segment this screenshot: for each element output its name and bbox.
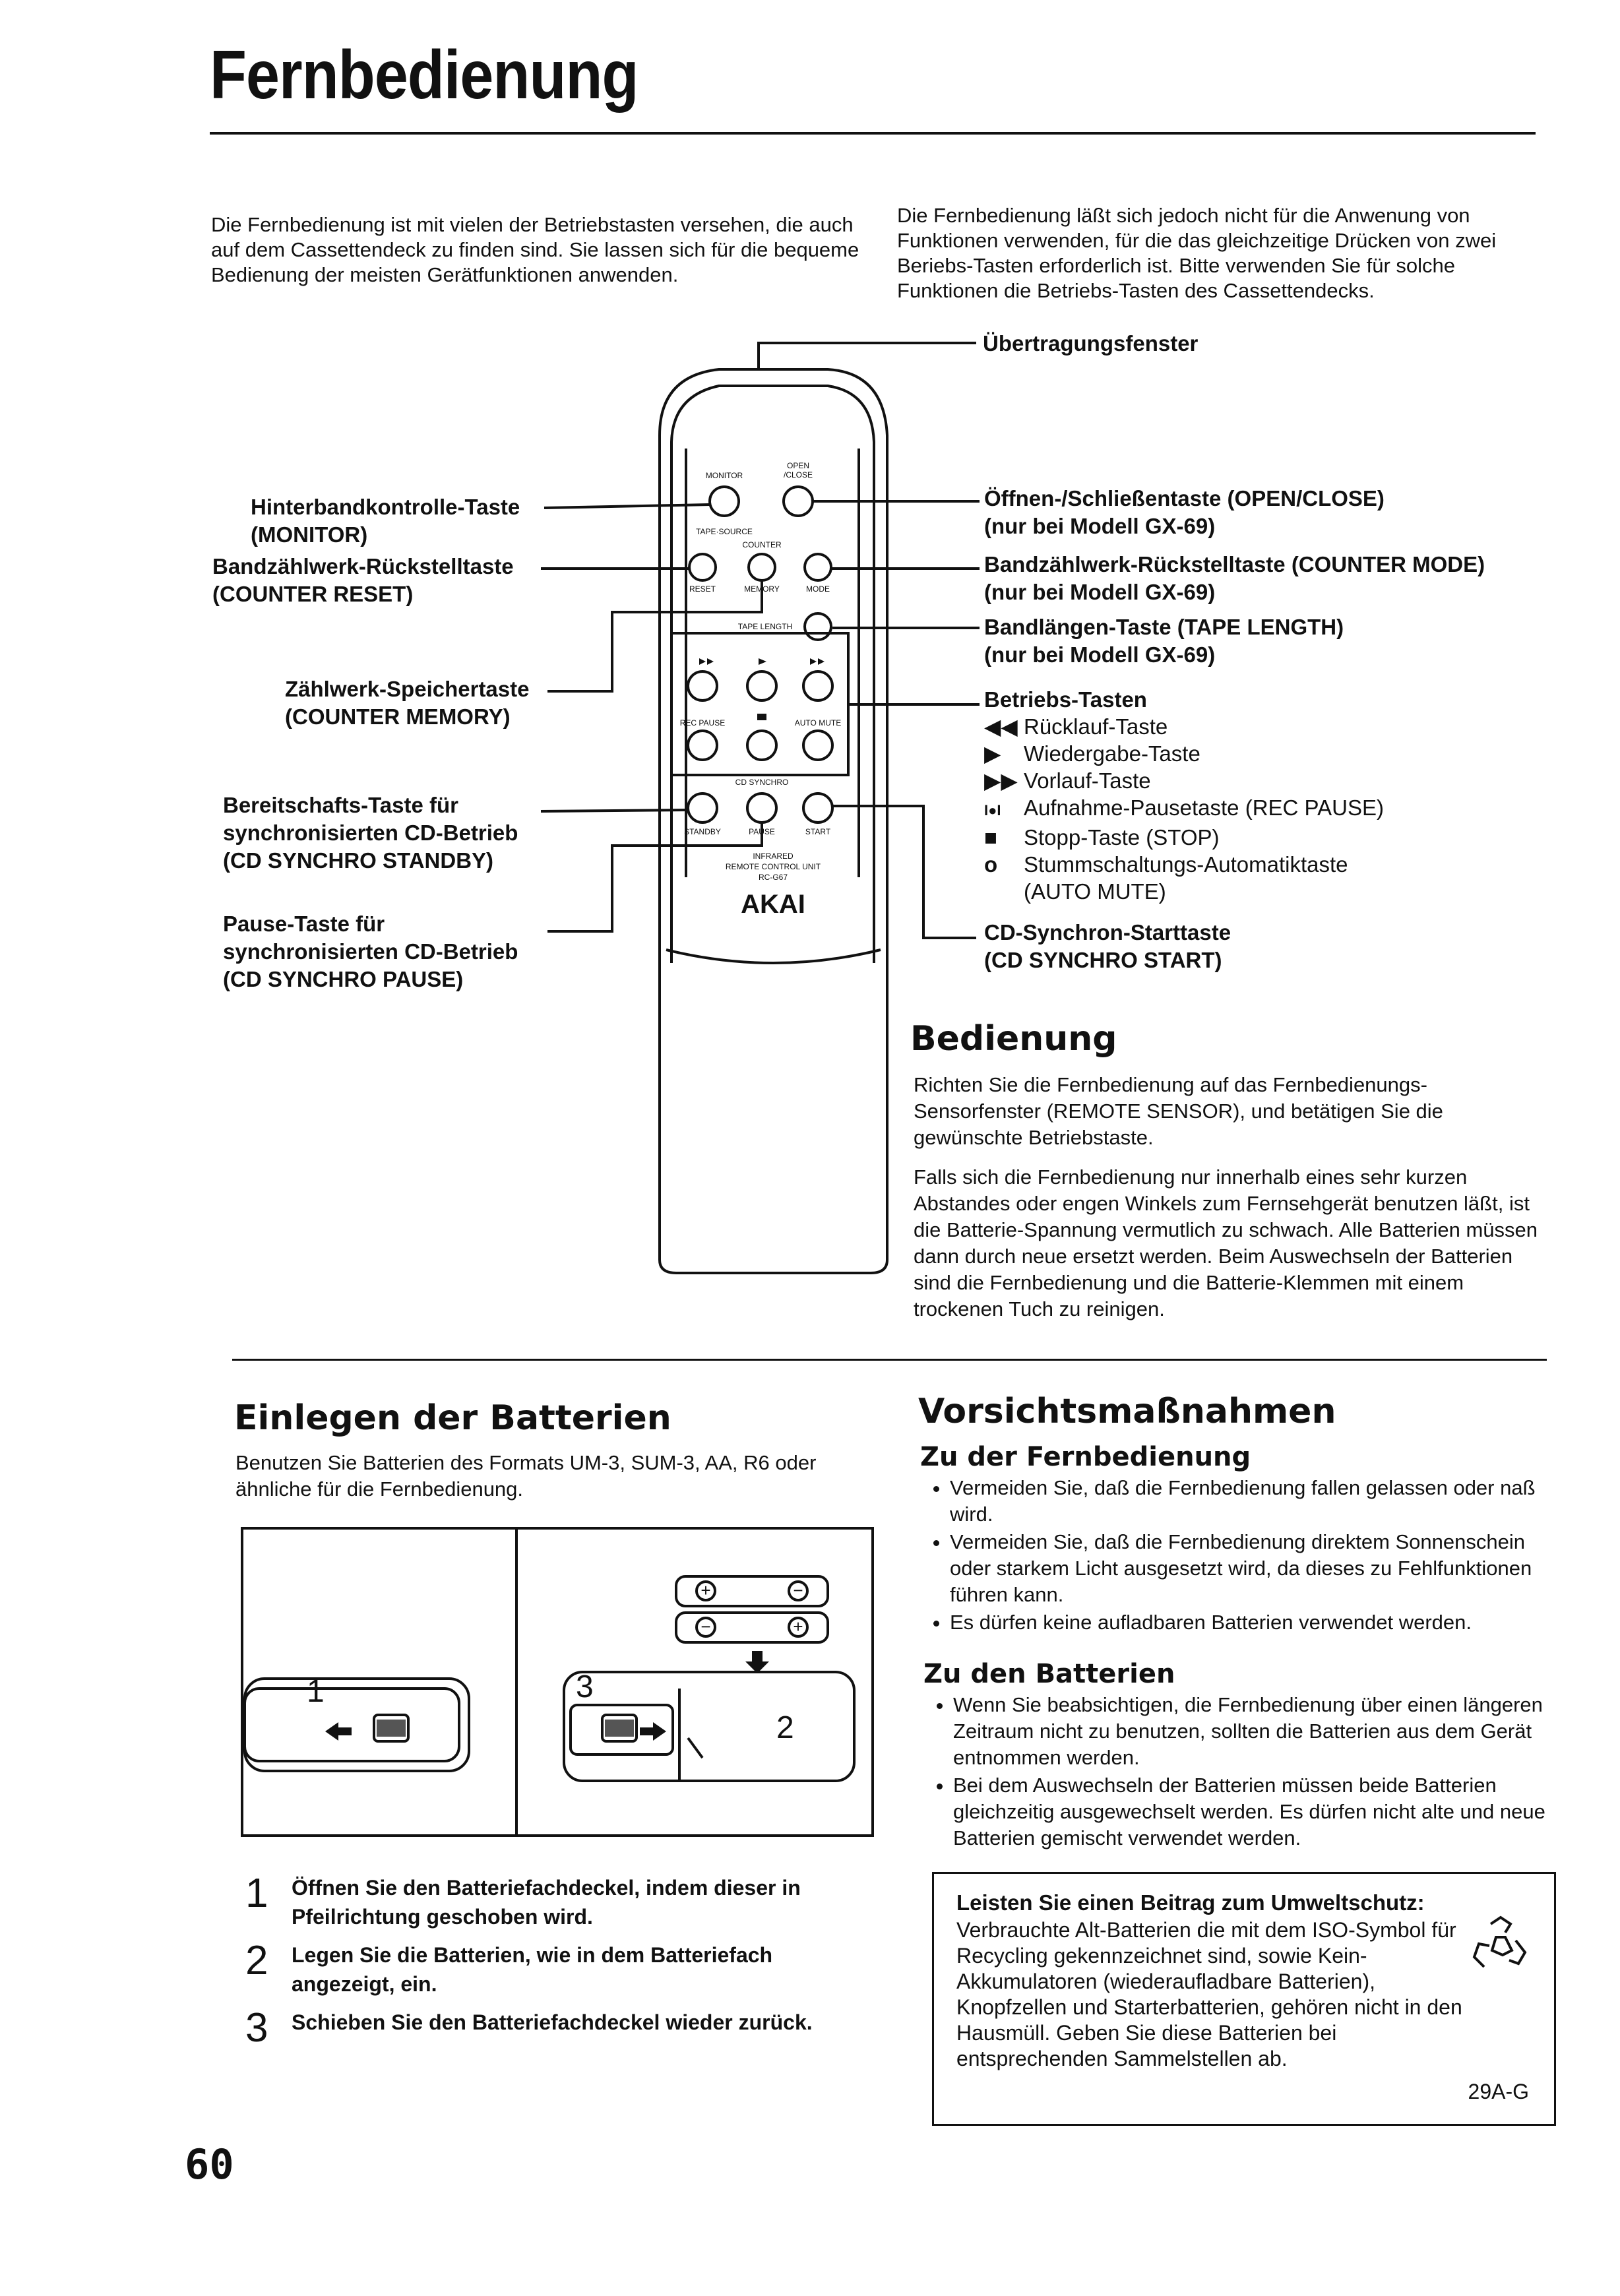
face-remote-control-unit: REMOTE CONTROL UNIT (725, 862, 821, 871)
figure-label-3: 3 (576, 1669, 594, 1704)
operation-key-rewind: ◀◀ Rücklauf-Taste (984, 714, 1168, 739)
cd-pause-button (747, 793, 776, 822)
auto-mute-button (803, 731, 832, 760)
intro-right: Die Fernbedienung läßt sich jedoch nicht für die Anwenung von Funktionen verwenden, für die das gleichzeitige Drücken von zwei Beriebs-Tasten erforderlich ist. Bitte verwenden Sie für solche Funktionen die Betriebs-Tasten des Cassettendecks. (897, 204, 1497, 302)
operation-key-stop: ■ Stopp-Taste (STOP) (984, 825, 1220, 850)
svg-text:−: − (701, 1617, 711, 1636)
operation-key-list (984, 713, 1384, 905)
label-cd-start: CD-Synchron-Starttaste (CD SYNCHRO START) (984, 920, 1231, 972)
open-close-button (784, 487, 813, 516)
umwelt-code: 29A-G (1468, 2080, 1529, 2103)
bedienung-p1: Richten Sie die Fernbedienung auf das Fernbedienungs-Sensorfenster (REMOTE SENSOR), und betätigen Sie die gewünschte Betriebstaste. (914, 1073, 1443, 1149)
svg-text:−: − (793, 1580, 803, 1600)
batterien-intro: Benutzen Sie Batterien des Formats UM-3, SUM-3, AA, R6 oder ähnliche für die Fernbedienung. (235, 1451, 817, 1501)
bedienung-heading: Bedienung (910, 1019, 1117, 1059)
face-mode: MODE (806, 584, 830, 594)
vorsicht-list2 (927, 1692, 1553, 1853)
label-open-close: Öffnen-/Schließentaste (OPEN/CLOSE) (nur bei Modell GX-69) (984, 486, 1385, 538)
svg-text:+: + (793, 1617, 803, 1636)
vorsicht-item: • Vermeiden Sie, daß die Fernbedienung direktem Sonnenschein oder starkem Licht ausgesetzt wird, da dieses zu Fehlfunktionen führen kann. (950, 1529, 1550, 1608)
rewind-icon: ◀◀ (984, 714, 1018, 739)
figure-label-1: 1 (307, 1674, 325, 1709)
step-list (245, 1873, 879, 2049)
play-button (747, 671, 776, 700)
bedienung-p2: Falls sich die Fernbedienung nur innerhalb eines sehr kurzen Abstandes oder engen Winkels zum Fernsehgerät benutzen läßt, ist die Batterie-Spannung vermutlich zu schwach. Alle Batterien müssen dann durch neue ersetzt werden. Beim Auswechseln der Batterien sind die Fernbedienung und die Batterie-Klemmen mit einem trockenen Tuch zu reinigen. (914, 1165, 1538, 1320)
face-standby: STANDBY (684, 827, 721, 836)
label-cd-standby: Bereitschafts-Taste für synchronisierten CD-Betrieb (CD SYNCHRO STANDBY) (223, 793, 518, 873)
label-monitor: Hinterbandkontrolle-Taste (MONITOR) (251, 495, 520, 547)
face-model: RC-G67 (758, 873, 788, 882)
face-rec-pause: REC PAUSE (679, 718, 726, 728)
figure-label-2: 2 (776, 1710, 794, 1745)
label-tape-length: Bandlängen-Taste (TAPE LENGTH) (nur bei Modell GX-69) (984, 615, 1344, 667)
cd-standby-button (688, 793, 717, 822)
face-tape-source: TAPE·SOURCE (696, 527, 753, 536)
counter-mode-button (805, 554, 831, 580)
face-memory: MEMORY (744, 584, 780, 594)
face-pause: PAUSE (749, 827, 775, 836)
stop-button (747, 731, 776, 760)
operation-key-forward: ▶▶ Vorlauf-Taste (984, 768, 1151, 793)
label-cd-pause: Pause-Taste für synchronisierten CD-Betrieb (CD SYNCHRO PAUSE) (223, 912, 518, 991)
battery-figure (241, 1527, 874, 1837)
step-2: 2 Legen Sie die Batterien, wie in dem Batteriefach angezeigt, ein. (245, 1938, 773, 1996)
page-number: 60 (185, 2140, 234, 2188)
face-rewind-icon (699, 658, 714, 665)
face-open: OPEN (786, 461, 810, 470)
face-close: /CLOSE (783, 470, 813, 480)
forward-button (803, 671, 832, 700)
arrow-right-icon (640, 1722, 666, 1741)
batterien-heading: Einlegen der Batterien (234, 1398, 671, 1438)
step-3: 3 Schieben Sie den Batteriefachdeckel wieder zurück. (245, 2005, 813, 2051)
face-forward-icon (810, 658, 825, 665)
vorsicht-list1 (923, 1475, 1550, 1637)
operation-key-play: ▶ Wiedergabe-Taste (984, 741, 1200, 766)
tape-length-button (805, 613, 831, 640)
cd-start-button (803, 793, 832, 822)
label-counter-mode: Bandzählwerk-Rückstelltaste (COUNTER MODE) (nur bei Modell GX-69) (984, 552, 1485, 604)
step-1: 1 Öffnen Sie den Batteriefachdeckel, indem dieser in Pfeilrichtung geschoben wird. (245, 1871, 801, 1929)
umwelt-heading: Leisten Sie einen Beitrag zum Umweltschutz: (956, 1890, 1425, 1915)
umwelt-text: Verbrauchte Alt-Batterien die mit dem ISO-Symbol für Recycling gekennzeichnet sind, sowie Kein-Akkumulatoren (wiederaufladbare Batterien), Knopfzellen und Starterbatterien, gehören nicht in den Hausmüll. Geben Sie diese Batterien bei entsprechenden Sammelstellen ab. (956, 1918, 1462, 2070)
rewind-button (688, 671, 717, 700)
page-title: Fernbedienung (210, 37, 639, 113)
face-stop-icon (757, 714, 766, 720)
face-cd-synchro: CD SYNCHRO (735, 778, 789, 787)
face-infrared: INFRARED (753, 852, 794, 861)
vorsicht-item: • Wenn Sie beabsichtigen, die Fernbedienung über einen längeren Zeitraum nicht zu benutzen, sollten die Batterien aus dem Gerät entnommen werden. (953, 1692, 1553, 1771)
face-tape-length: TAPE LENGTH (737, 622, 793, 631)
vorsicht-sub1: Zu der Fernbedienung (920, 1442, 1251, 1472)
vorsicht-item: • Es dürfen keine aufladbaren Batterien verwendet werden. (950, 1609, 1550, 1636)
vorsicht-sub2: Zu den Batterien (923, 1659, 1175, 1689)
rec-pause-button (688, 731, 717, 760)
arrow-left-icon (325, 1722, 352, 1741)
monitor-button (710, 487, 739, 516)
face-monitor: MONITOR (705, 471, 743, 480)
face-counter: COUNTER (742, 540, 782, 549)
section-rule (232, 1359, 1547, 1361)
rec-pause-icon: I●I (984, 802, 1001, 819)
arrow-down-icon (745, 1651, 769, 1673)
face-brand: AKAI (741, 890, 805, 919)
stop-icon: ■ (984, 825, 997, 850)
auto-mute-icon: o (984, 852, 998, 877)
face-auto-mute: AUTO MUTE (794, 718, 842, 728)
intro-left: Die Fernbedienung ist mit vielen der Betriebstasten versehen, die auch auf dem Cassettendeck zu finden sind. Sie lassen sich für die bequeme Bedienung der meisten Gerätfunktionen anwenden. (211, 213, 859, 286)
operation-key-rec-pause: I●I Aufnahme-Pausetaste (REC PAUSE) (984, 794, 1384, 824)
vorsicht-item: • Vermeiden Sie, daß die Fernbedienung fallen gelassen oder naß wird. (950, 1475, 1550, 1528)
face-start: START (805, 827, 831, 836)
counter-memory-button (749, 554, 775, 580)
operation-key-auto-mute: o Stummschaltungs-Automatiktaste (AUTO MUTE) (984, 852, 1348, 904)
label-counter-memory: Zählwerk-Speichertaste (COUNTER MEMORY) (285, 677, 530, 729)
svg-text:+: + (701, 1580, 711, 1600)
play-icon: ▶ (984, 741, 1001, 766)
vorsicht-heading: Vorsichtsmaßnahmen (918, 1392, 1336, 1431)
face-play-icon (759, 658, 766, 665)
label-counter-reset: Bandzählwerk-Rückstelltaste (COUNTER RESET) (212, 554, 514, 606)
umwelt-box (932, 1872, 1556, 2126)
label-window: Übertragungsfenster (983, 331, 1199, 356)
counter-reset-button (689, 554, 716, 580)
forward-icon: ▶▶ (984, 768, 1018, 793)
vorsicht-item: • Bei dem Auswechseln der Batterien müssen beide Batterien gleichzeitig ausgewechselt werden. Es dürfen nicht alte und neue Batterien gemischt verwendet werden. (953, 1772, 1553, 1851)
recycling-icon (1464, 1914, 1537, 1987)
label-operation-keys: Betriebs-Tasten (984, 687, 1147, 712)
face-reset: RESET (689, 584, 716, 594)
